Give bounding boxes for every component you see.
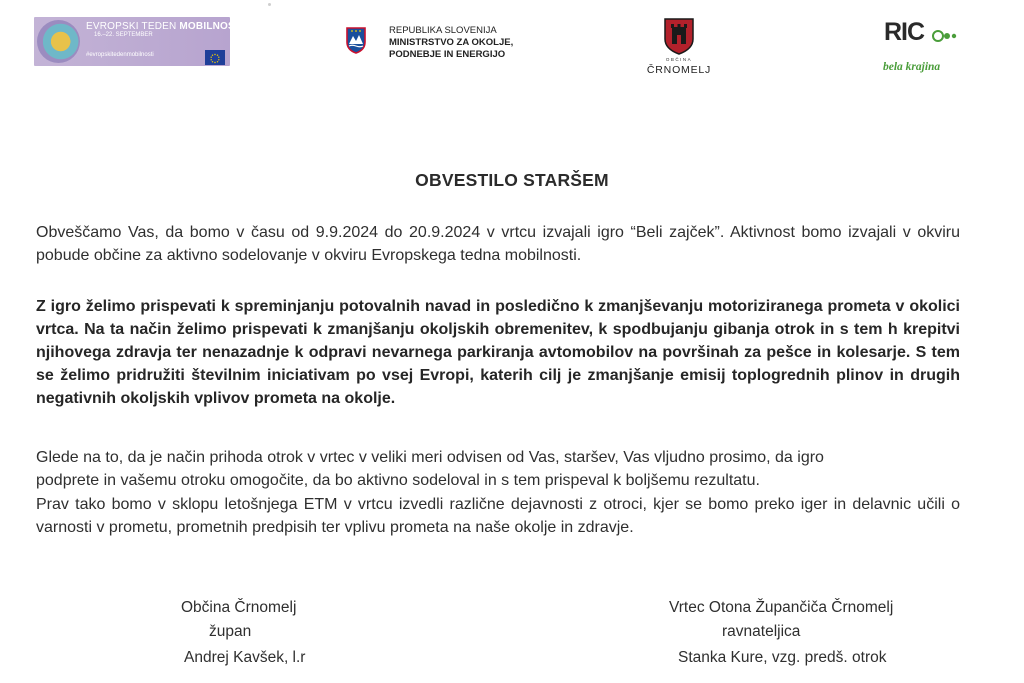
ric-subtitle: bela krajina (883, 61, 941, 73)
mobility-week-dates: 16.–22. SEPTEMBER (94, 32, 153, 38)
paragraph-2: Z igro želimo prispevati k spreminjanju potovalnih navad in posledično k zmanjševanju motoriziranega prometa v okolici vrtca. Na ta način želimo prispevati k zmanjšanju okoljskih obremenitev, k spodbujanju gibanja otrok in s tem h krepitvi njihovega zdravja ter nenazadnje k odpravi nevarnega parkiranja avtomobilov na površinah za pešce in kolesarje. S tem se želimo pridružiti številnim iniciativam po vsej Evropi, katerih cilj je zmanjšanje emisij toplogrednih plinov in drugih negativnih okoljskih vplivov prometa na okolje. (36, 298, 960, 407)
mobility-week-emblem-icon (37, 20, 80, 63)
paragraph-1: Obveščamo Vas, da bomo v času od 9.9.2024 do 20.9.2024 v vrtcu izvajali igro “Beli zajček”. Aktivnost bomo izvajali v okviru pobude občine za aktivno sodelovanje v okviru Evropskega tedna mobilnosti. (36, 224, 960, 264)
document-title: OBVESTILO STARŠEM (415, 170, 609, 190)
paragraph-3-line-2: podprete in vašemu otroku omogočite, da bo aktivno sodeloval in s tem prispeval k boljšemu rezultatu. (36, 472, 760, 489)
paragraph-4: Prav tako bomo v sklopu letošnjega ETM v vrtcu izvedli različne dejavnosti z otroci, kjer se bomo preko iger in delavnic učili o varnosti v prometu, prometnih predpisih ter vplivu prometa na naše okolje in zdravje. (36, 496, 960, 536)
signature-right-institution: Vrtec Otona Župančiča Črnomelj (669, 599, 894, 616)
eu-flag-icon (205, 50, 225, 63)
municipality-logo (644, 17, 714, 79)
ministry-line-2: MINISTRSTVO ZA OKOLJE, (389, 37, 514, 48)
paragraph-3 (36, 446, 960, 492)
scan-speck (268, 3, 271, 6)
ministry-name (389, 25, 513, 61)
ministry-line-3: PODNEBJE IN ENERGIJO (389, 49, 506, 60)
signature-left-name: Andrej Kavšek, l.r (184, 649, 306, 666)
ministry-line-1: REPUBLIKA SLOVENIJA (389, 25, 497, 36)
ric-wordmark: RIC (884, 18, 925, 46)
paragraph-3-line-1: Glede na to, da je način prihoda otrok v vrtec v veliki meri odvisen od Vas, staršev, Vas vljudno prosimo, da igro (36, 449, 824, 466)
mobility-week-title: EVROPSKI TEDEN MOBILNOSTI (86, 21, 245, 32)
letterhead (0, 0, 1024, 80)
slovenia-coat-of-arms-icon (345, 26, 367, 58)
ric-dots-icon (932, 28, 958, 47)
signature-left-institution: Občina Črnomelj (181, 599, 297, 616)
ministry-logo (345, 25, 545, 65)
ric-logo (880, 20, 960, 78)
crnomelj-coat-of-arms-icon (662, 17, 696, 59)
municipality-name: ČRNOMELJ (646, 64, 712, 76)
municipality-label: OBČINA (665, 57, 693, 62)
mobility-week-hashtag: #evropskitedenmobilnosti (86, 52, 154, 58)
signature-left-role: župan (209, 623, 252, 640)
signature-right-role: ravnateljica (722, 623, 801, 640)
european-mobility-week-logo (34, 17, 245, 66)
signature-right-name: Stanka Kure, vzg. predš. otrok (678, 649, 887, 666)
